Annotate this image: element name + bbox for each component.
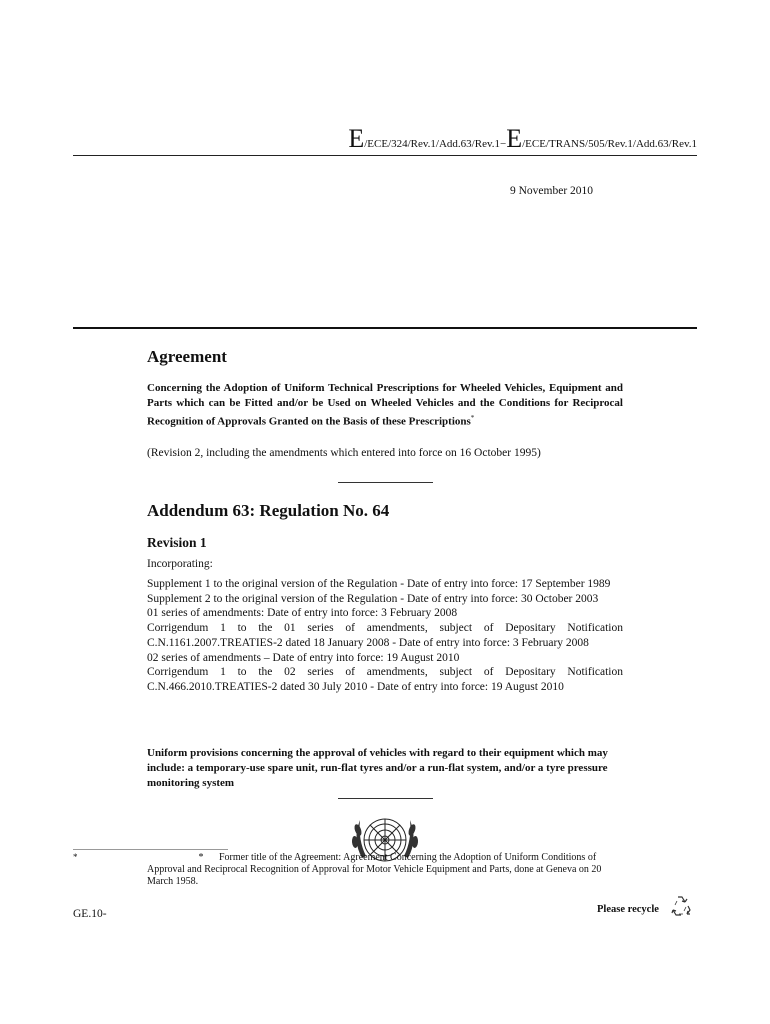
list-item: Supplement 2 to the original version of the Regulation - Date of entry into force: 30 October 2003 xyxy=(147,592,599,605)
document-symbol xyxy=(348,126,697,152)
revision-note: (Revision 2, including the amendments which entered into force on 16 October 1995) xyxy=(147,447,541,459)
footnote-text: Former title of the Agreement: Agreement Concerning the Adoption of Uniform Conditions of Approval and Reciprocal Recognition of Approval for Motor Vehicle Equipment and Parts, done at Geneva on 20 March 1958. xyxy=(147,852,602,887)
title-rule xyxy=(73,327,697,329)
uniform-provisions: Uniform provisions concerning the approval of vehicles with regard to their equipment which may include: a temporary-use spare unit, run-flat tyres and/or a run-flat system, and/or a tyre pressure monitoring system xyxy=(147,747,608,789)
symbol-2-letter: E xyxy=(506,124,523,153)
job-number: GE.10- xyxy=(73,908,107,920)
separator-rule xyxy=(338,798,433,799)
symbol-1-letter: E xyxy=(348,124,365,153)
list-item: Corrigendum 1 to the 02 series of amendments, subject of Depositary Notification C.N.466.2010.TREATIES-2 dated 30 July 2010 - Date of entry into force: 19 August 2010 xyxy=(147,666,623,693)
agreement-subtitle xyxy=(147,381,623,430)
footnote-ref: * xyxy=(470,414,475,422)
symbol-2: /ECE/TRANS/505/Rev.1/Add.63/Rev.1 xyxy=(522,138,697,150)
please-recycle-text: Please recycle xyxy=(597,904,659,915)
addendum-title: Addendum 63: Regulation No. 64 xyxy=(147,501,390,520)
symbol-1: /ECE/324/Rev.1/Add.63/Rev.1 xyxy=(364,138,500,150)
footnote-star: * xyxy=(198,852,204,863)
document-date: 9 November 2010 xyxy=(510,185,594,197)
separator-rule xyxy=(338,482,433,483)
incorporating-label: Incorporating: xyxy=(147,558,213,570)
header-rule xyxy=(73,155,697,156)
list-item: 02 series of amendments – Date of entry into force: 19 August 2010 xyxy=(147,651,460,664)
list-item: 01 series of amendments: Date of entry into force: 3 February 2008 xyxy=(147,607,458,620)
revision-title: Revision 1 xyxy=(147,535,207,550)
agreement-title: Agreement xyxy=(147,347,227,366)
list-item: Corrigendum 1 to the 01 series of amendments, subject of Depositary Notification C.N.1161.2007.TREATIES-2 dated 18 January 2008 - Date of entry into force: 3 February 2008 xyxy=(147,622,623,649)
symbol-separator: − xyxy=(500,138,507,150)
recycle-icon xyxy=(668,893,694,919)
footnote-mark: * xyxy=(73,852,78,862)
list-item: Supplement 1 to the original version of the Regulation - Date of entry into force: 17 September 1989 xyxy=(147,578,611,590)
footnote xyxy=(147,852,617,888)
agreement-subtitle-text: Concerning the Adoption of Uniform Technical Prescriptions for Wheeled Vehicles, Equipment and Parts which can be Fitted and/or be Used on Wheeled Vehicles and the Conditions for Reciprocal Recognition of Approvals Granted on the Basis of these Prescriptions xyxy=(147,382,623,428)
incorporated-list xyxy=(147,577,623,695)
footnote-rule xyxy=(73,849,228,850)
